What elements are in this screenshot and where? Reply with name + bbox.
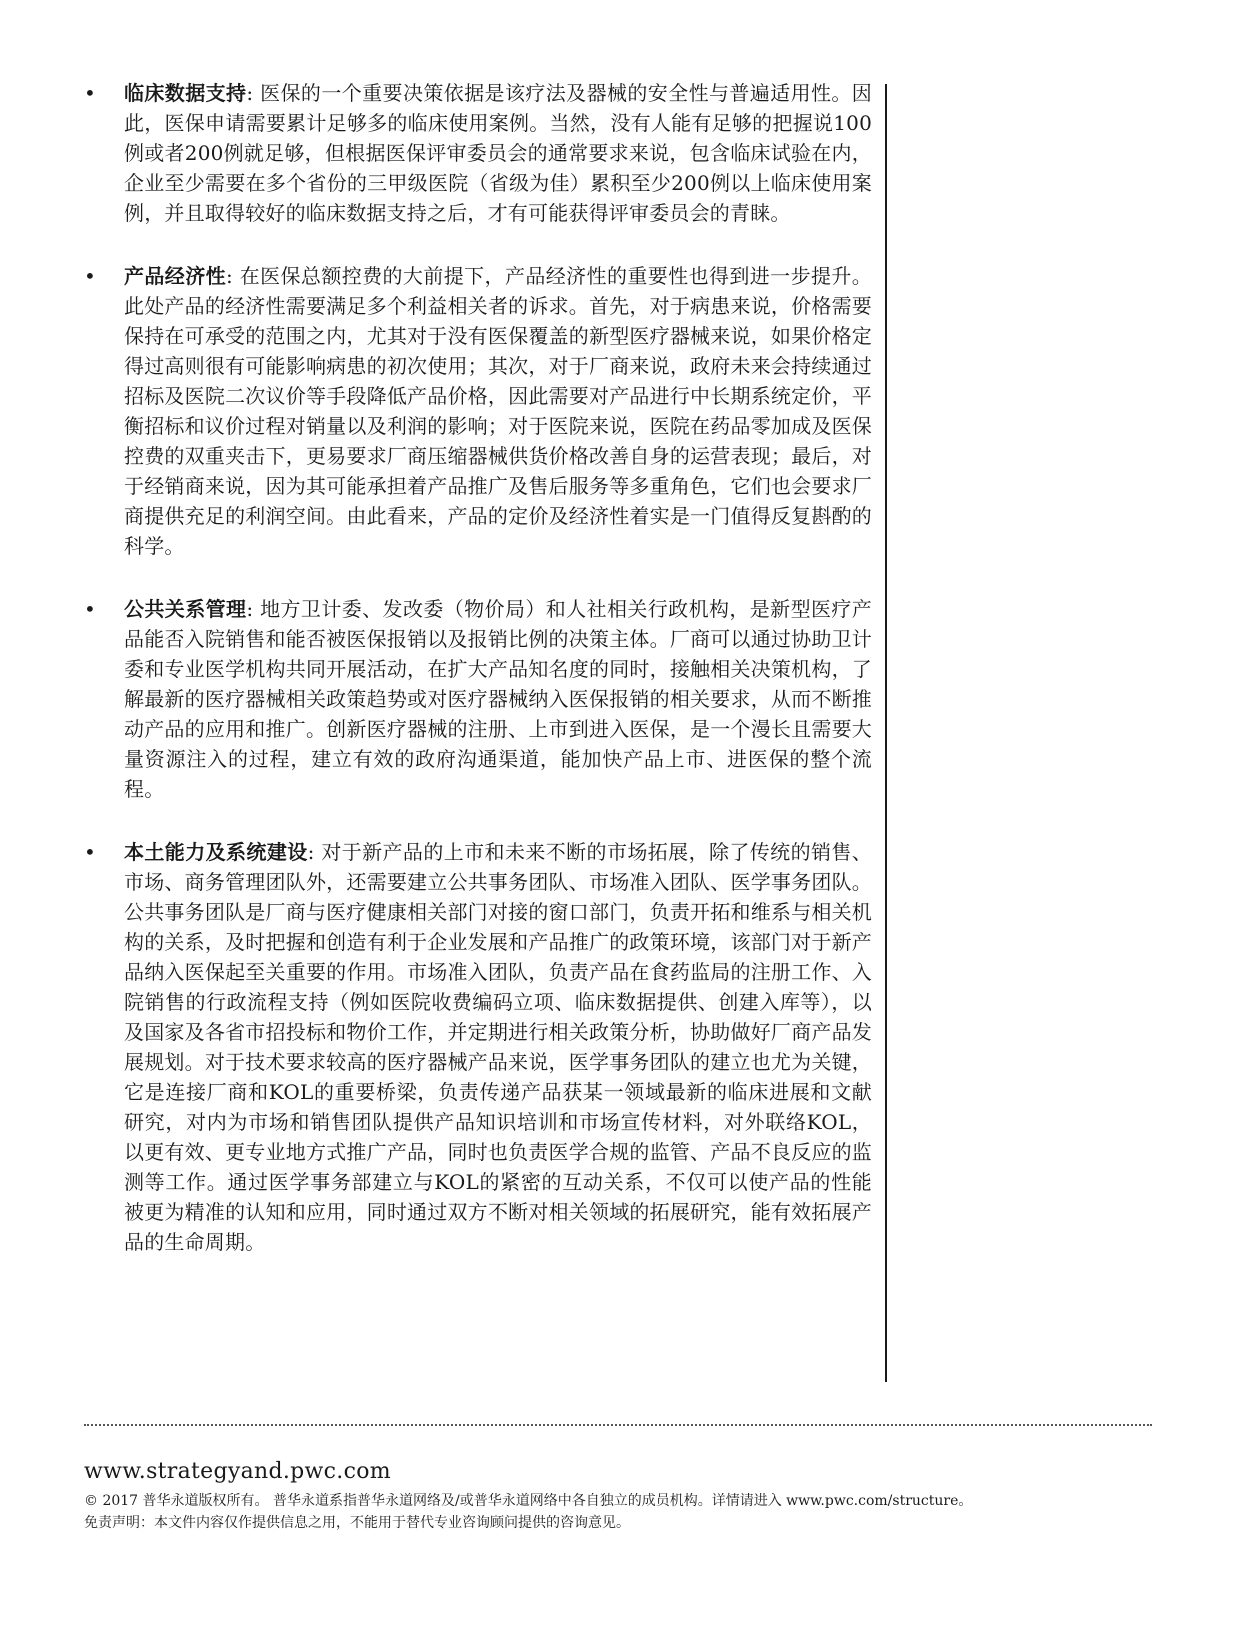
bullet-product-economics [84, 261, 872, 561]
bullet-heading: 产品经济性 [124, 264, 227, 288]
column-rule [885, 84, 887, 1382]
footer-copyright: © 2017 普华永道版权所有。 普华永道系指普华永道网络及/或普华永道网络中各自独立的成员机构。详情请进入 www.pwc.com/structure。 [84, 1493, 973, 1509]
bullet-dot: • [84, 264, 96, 288]
footer-website-link[interactable]: www.strategyand.pwc.com [84, 1459, 391, 1484]
bullet-local-capability [84, 837, 872, 1257]
bullet-dot: • [84, 81, 96, 105]
bullet-body: : 地方卫计委、发改委（物价局）和人社相关行政机构，是新型医疗产品能否入院销售和能否被医保报销以及报销比例的决策主体。厂商可以通过协助卫计委和专业医学机构共同开展活动，在扩大产品知名度的同时，接触相关决策机构，了解最新的医疗器械相关政策趋势或对医疗器械纳入医保报销的相关要求，从而不断推动产品的应用和推广。创新医疗器械的注册、上市到进入医保，是一个漫长且需要大量资源注入的过程，建立有效的政府沟通渠道，能加快产品上市、进医保的整个流程。 [124, 597, 872, 801]
footer-divider [84, 1424, 1152, 1426]
bullet-dot: • [84, 597, 96, 621]
bullet-heading: 公共关系管理 [124, 597, 247, 621]
bullet-heading: 本土能力及系统建设 [124, 840, 308, 864]
bullet-public-relations [84, 594, 872, 804]
main-content [84, 78, 872, 1290]
bullet-body: : 医保的一个重要决策依据是该疗法及器械的安全性与普遍适用性。因此，医保申请需要累计足够多的临床使用案例。当然，没有人能有足够的把握说100例或者200例就足够，但根据医保评审委员会的通常要求来说，包含临床试验在内，企业至少需要在多个省份的三甲级医院（省级为佳）累积至少200例以上临床使用案例，并且取得较好的临床数据支持之后，才有可能获得评审委员会的青睐。 [124, 81, 872, 225]
bullet-dot: • [84, 840, 96, 864]
bullet-heading: 临床数据支持 [124, 81, 247, 105]
bullet-body: : 在医保总额控费的大前提下，产品经济性的重要性也得到进一步提升。此处产品的经济性需要满足多个利益相关者的诉求。首先，对于病患来说，价格需要保持在可承受的范围之内，尤其对于没有医保覆盖的新型医疗器械来说，如果价格定得过高则很有可能影响病患的初次使用；其次，对于厂商来说，政府未来会持续通过招标及医院二次议价等手段降低产品价格，因此需要对产品进行中长期系统定价，平衡招标和议价过程对销量以及利润的影响；对于医院来说，医院在药品零加成及医保控费的双重夹击下，更易要求厂商压缩器械供货价格改善自身的运营表现；最后，对于经销商来说，因为其可能承担着产品推广及售后服务等多重角色，它们也会要求厂商提供充足的利润空间。由此看来，产品的定价及经济性着实是一门值得反复斟酌的科学。 [124, 264, 872, 558]
bullet-body: : 对于新产品的上市和未来不断的市场拓展，除了传统的销售、市场、商务管理团队外，还需要建立公共事务团队、市场准入团队、医学事务团队。公共事务团队是厂商与医疗健康相关部门对接的窗口部门，负责开拓和维系与相关机构的关系，及时把握和创造有利于企业发展和产品推广的政策环境，该部门对于新产品纳入医保起至关重要的作用。市场准入团队，负责产品在食药监局的注册工作、入院销售的行政流程支持（例如医院收费编码立项、临床数据提供、创建入库等），以及国家及各省市招投标和物价工作，并定期进行相关政策分析，协助做好厂商产品发展规划。对于技术要求较高的医疗器械产品来说，医学事务团队的建立也尤为关键，它是连接厂商和KOL的重要桥梁，负责传递产品获某一领域最新的临床进展和文献研究，对内为市场和销售团队提供产品知识培训和市场宣传材料，对外联络KOL，以更有效、更专业地方式推广产品，同时也负责医学合规的监管、产品不良反应的监测等工作。通过医学事务部建立与KOL的紧密的互动关系，不仅可以使产品的性能被更为精准的认知和应用，同时通过双方不断对相关领域的拓展研究，能有效拓展产品的生命周期。 [124, 840, 872, 1254]
bullet-clinical-data [84, 78, 872, 228]
footer-disclaimer: 免责声明：本文件内容仅作提供信息之用，不能用于替代专业咨询顾问提供的咨询意见。 [84, 1515, 630, 1531]
